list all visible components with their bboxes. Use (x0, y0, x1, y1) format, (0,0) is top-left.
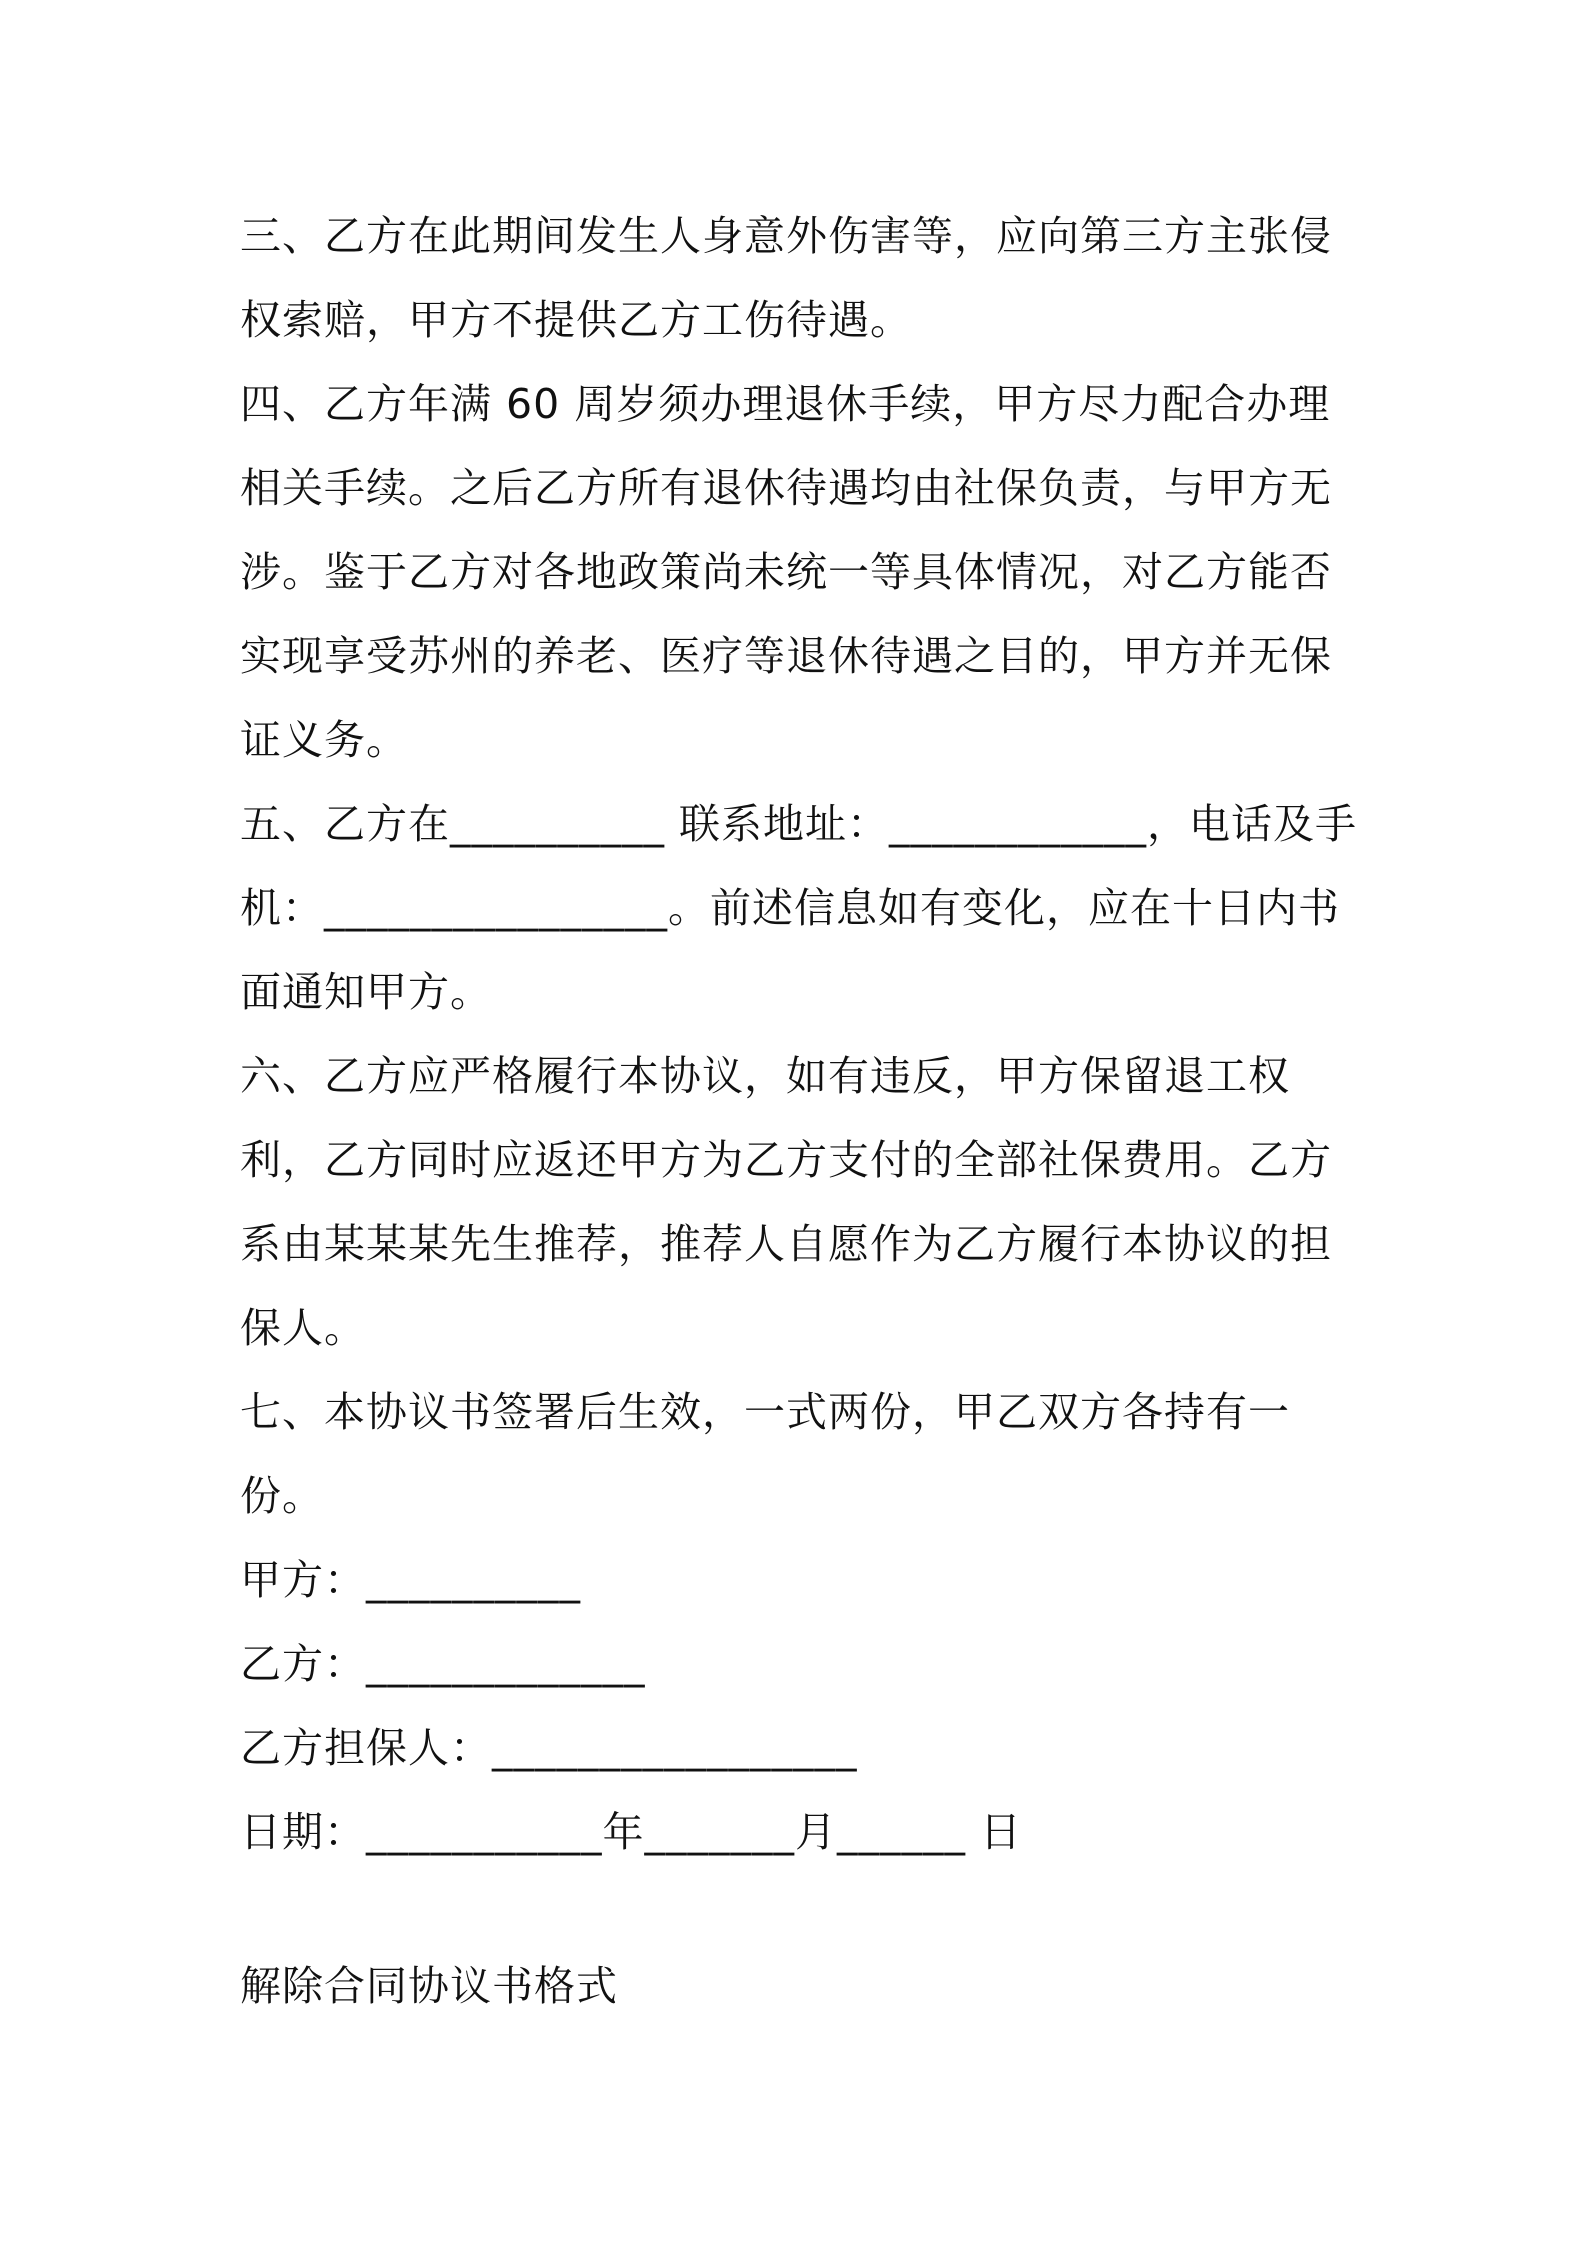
clause-four: 四、乙方年满 60 周岁须办理退休手续，甲方尽力配合办理相关手续。之后乙方所有退休待遇均由社保负责，与甲方无涉。鉴于乙方对各地政策尚未统一等具体情况，对乙方能否实现享受苏州的养老、医疗等退休待遇之目的，甲方并无保证义务。 (240, 380, 1332, 764)
party-a-signature: 甲方：__________ (240, 1556, 581, 1604)
clause-seven: 七、本协议书签署后生效，一式两份，甲乙双方各持有一份。 (240, 1388, 1290, 1520)
signature-block (240, 1538, 1360, 1874)
clause-three: 三、乙方在此期间发生人身意外伤害等，应向第三方主张侵权索赔，甲方不提供乙方工伤待遇。 (240, 212, 1332, 344)
clause-six: 六、乙方应严格履行本协议，如有违反，甲方保留退工权利，乙方同时应返还甲方为乙方支付的全部社保费用。乙方系由某某某先生推荐，推荐人自愿作为乙方履行本协议的担保人。 (240, 1052, 1332, 1352)
party-b-signature: 乙方：_____________ (240, 1640, 646, 1688)
date-line: 日期：___________年_______月______ 日 (240, 1808, 1023, 1856)
next-section-title: 解除合同协议书格式 (240, 1962, 618, 2010)
guarantor-signature: 乙方担保人：_________________ (240, 1724, 858, 1772)
clause-five: 五、乙方在__________ 联系地址：____________，电话及手机：________________。前述信息如有变化，应在十日内书面通知甲方。 (240, 800, 1358, 1016)
document-body (240, 194, 1360, 1874)
